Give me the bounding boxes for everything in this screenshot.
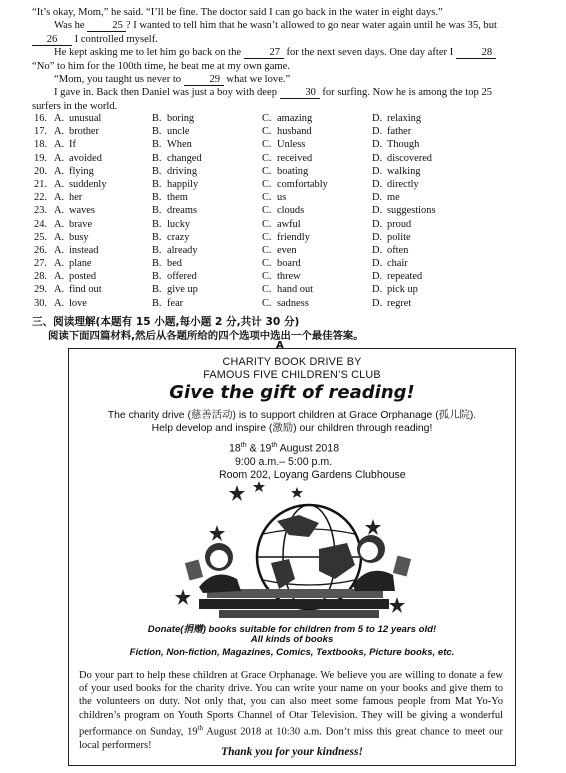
option-text: suggestions [387,205,436,217]
question-number: 28. [34,271,47,283]
question-number: 21. [34,178,47,190]
question-number: 24. [34,218,47,230]
option-letter: A. [54,244,65,256]
option-a [54,204,152,217]
body-text: August 2018 at 10:30 a.m. Don’t miss this great chance to meet our local performers! [79,726,503,751]
option-letter: C. [262,284,272,296]
option-letter: A. [54,178,65,190]
option-row [34,297,544,310]
question-number: 26. [34,244,47,256]
passage-text: ? I wanted to tell him that he wasn’t allowed to go near water again until he was 35, but [125,20,497,32]
option-letter: B. [152,113,162,124]
option-b [152,218,262,231]
option-letter: D. [372,165,383,177]
option-b [152,125,262,138]
passage-line [32,73,540,86]
option-row [34,218,544,231]
child-reader-left-icon [185,543,241,593]
option-letter: B. [152,297,162,309]
option-letter: C. [262,113,272,124]
option-c [262,165,372,178]
poster-purpose: The charity drive (慈善活动) is to support children at Grace Orphanage (孤儿院). [107,410,477,421]
option-text: brave [69,218,93,230]
option-letter: A. [54,258,65,270]
option-text: bed [167,258,183,270]
passage-text: Was he [54,20,85,32]
poster-thanks: Thank you for your kindness! [221,746,363,758]
option-letter: D. [372,139,383,151]
option-c [262,231,372,244]
cloze-passage [32,6,540,113]
option-c [262,297,372,310]
option-a [54,112,152,125]
date-text: 18 [229,442,241,455]
poster-headline: Give the gift of reading! [169,382,415,403]
blank-28: 28 [456,47,496,59]
option-a [54,152,152,165]
option-letter: D. [372,244,383,256]
option-b [152,270,262,283]
option-letter: A. [54,152,65,164]
option-c [262,244,372,257]
option-text: them [167,192,188,204]
option-text: received [277,152,313,164]
option-d [372,152,482,165]
option-d [372,138,482,151]
option-text: threw [277,271,301,283]
option-letter: B. [152,139,162,151]
option-letter: B. [152,192,162,204]
option-letter: A. [54,271,65,283]
passage-line [32,86,540,99]
option-letter: A. [54,165,65,177]
option-d [372,297,482,310]
option-text: When [167,139,192,151]
option-d [372,191,482,204]
poster-date [229,442,339,455]
question-number: 22. [34,192,47,204]
option-row [34,191,544,204]
option-letter: A. [54,297,65,309]
passage-text: what we love.” [226,74,291,86]
option-text: dreams [167,205,198,217]
option-text: busy [69,231,89,243]
passage-text: “It’s okay, Mom,” he said. “I’ll be fine. The doctor said I can go back in the water in eight days.” [32,7,443,18]
option-letter: D. [372,258,383,270]
option-b [152,231,262,244]
passage-letter: A [276,340,284,351]
question-number: 25. [34,231,47,243]
option-row [34,231,544,244]
option-letter: C. [262,139,272,151]
option-text: suddenly [69,178,107,190]
passage-text: for the next seven days. One day after I [286,47,454,59]
question-number: 20. [34,165,47,177]
option-text: her [69,192,83,204]
option-letter: D. [372,297,383,309]
option-text: clouds [277,205,305,217]
date-text: & 19 [246,442,272,455]
option-text: uncle [167,126,190,138]
passage-text: He kept asking me to let him go back on the [54,47,242,59]
option-text: Though [387,139,420,151]
option-text: happily [167,178,199,190]
option-row [34,125,544,138]
option-letter: B. [152,165,162,177]
option-d [372,244,482,257]
option-letter: D. [372,271,383,283]
option-text: sadness [277,297,309,309]
option-text: chair [387,258,408,270]
option-d [372,165,482,178]
option-letter: C. [262,244,272,256]
option-letter: C. [262,165,272,177]
option-row [34,257,544,270]
option-letter: D. [372,192,383,204]
option-d [372,218,482,231]
poster-donate: Donate(捐赠) books suitable for children from 5 to 12 years old! [147,624,437,635]
books-icon [199,589,389,618]
option-letter: A. [54,284,65,296]
question-number: 23. [34,205,47,217]
option-c [262,112,372,125]
option-b [152,178,262,191]
option-row [34,244,544,257]
question-number: 18. [34,139,47,151]
passage-line [32,6,540,19]
option-text: regret [387,297,412,309]
option-letter: D. [372,231,383,243]
option-letter: B. [152,152,162,164]
option-a [54,257,152,270]
passage-text: I gave in. Back then Daniel was just a boy with deep [54,87,277,99]
option-text: give up [167,284,198,296]
option-a [54,270,152,283]
option-b [152,297,262,310]
option-text: proud [387,218,412,230]
body-text: Do your part to help these children at Grace Orphanage. We believe you are willing to donate a few of your used books for the charity drive. You can write your name on your books and give them to the volunteers on duty. Not only that, you can also meet some famous people from Mat Yo-Yo children’s program on Youth Sports Channel of Otar Television. They will be giving a wonderful performance on Sunday, 19 [79,670,503,738]
option-text: awful [277,218,301,230]
option-text: lucky [167,218,191,230]
option-text: relaxing [387,113,422,124]
option-d [372,204,482,217]
option-row [34,178,544,191]
option-letter: B. [152,126,162,138]
option-row [34,112,544,125]
option-letter: B. [152,271,162,283]
option-letter: C. [262,271,272,283]
option-row [34,152,544,165]
passage-line [32,46,540,59]
option-a [54,244,152,257]
option-text: husband [277,126,312,138]
option-text: avoided [69,152,102,164]
option-letter: B. [152,258,162,270]
option-letter: D. [372,152,383,164]
option-text: polite [387,231,411,243]
poster-kinds: All kinds of books [250,634,334,645]
option-letter: A. [54,218,65,230]
blank-29: 29 [184,74,224,86]
option-text: changed [167,152,202,164]
passage-line [32,19,540,32]
option-text: hand out [277,284,314,296]
option-letter: D. [372,113,383,124]
option-letter: B. [152,284,162,296]
passage-text: for surfing. Now he is among the top 25 [322,87,493,99]
option-a [54,165,152,178]
option-a [54,125,152,138]
option-d [372,231,482,244]
children-globe-illustration [159,479,429,629]
option-text: already [167,244,198,256]
option-b [152,244,262,257]
option-c [262,270,372,283]
passage-text: “Mom, you taught us never to [54,74,182,86]
question-number: 17. [34,126,47,138]
charity-poster [68,348,516,766]
option-text: fear [167,297,184,309]
option-text: father [387,126,412,138]
option-letter: C. [262,126,272,138]
date-suffix: th [240,442,247,449]
option-letter: C. [262,178,272,190]
option-text: crazy [167,231,190,243]
option-row [34,165,544,178]
option-d [372,178,482,191]
option-letter: C. [262,192,272,204]
passage-line [32,33,540,46]
option-letter: C. [262,297,272,309]
option-c [262,178,372,191]
option-c [262,125,372,138]
date-suffix: th [271,442,278,449]
option-letter: B. [152,218,162,230]
option-text: posted [69,271,97,283]
passage-text: “No” to him for the 100th time, he beat me at my own game. [32,60,291,72]
option-letter: C. [262,258,272,270]
option-letter: B. [152,178,162,190]
date-suffix: th [197,723,204,732]
option-text: Unless [277,139,306,151]
option-c [262,204,372,217]
option-letter: D. [372,284,383,296]
option-letter: A. [54,205,65,217]
option-text: If [69,139,76,151]
blank-30: 30 [280,87,320,99]
option-text: unusual [69,113,102,124]
option-row [34,204,544,217]
poster-org-line: CHARITY BOOK DRIVE BY [222,356,362,368]
poster-place: Room 202, Loyang Gardens Clubhouse [219,469,406,481]
option-b [152,283,262,296]
option-d [372,270,482,283]
option-d [372,125,482,138]
option-text: board [277,258,301,270]
date-text: August 2018 [277,442,340,455]
option-row [34,283,544,296]
option-a [54,283,152,296]
option-letter: D. [372,126,383,138]
option-a [54,178,152,191]
option-text: driving [167,165,198,177]
option-text: plane [69,258,92,270]
option-text: flying [69,165,94,177]
option-b [152,204,262,217]
option-text: love [69,297,87,309]
option-text: friendly [277,231,310,243]
option-letter: C. [262,205,272,217]
option-row [34,270,544,283]
option-text: boating [277,165,309,177]
option-letter: A. [54,113,65,124]
option-d [372,257,482,270]
section-title: 三、阅读理解(本题有 15 小题,每小题 2 分,共计 30 分) [32,316,300,328]
option-b [152,165,262,178]
question-number: 30. [34,297,47,309]
option-letter: C. [262,218,272,230]
option-letter: A. [54,192,65,204]
option-letter: A. [54,231,65,243]
passage-text: surfers in the world. [32,100,118,112]
option-letter: D. [372,218,383,230]
option-d [372,283,482,296]
option-a [54,297,152,310]
option-c [262,152,372,165]
option-letter: A. [54,126,65,138]
poster-body [79,669,503,752]
option-c [262,283,372,296]
option-text: offered [167,271,197,283]
option-text: discovered [387,152,433,164]
option-row [34,138,544,151]
option-c [262,257,372,270]
poster-book-types: Fiction, Non-fiction, Magazines, Comics, Textbooks, Picture books, etc. [129,647,455,658]
option-text: even [277,244,297,256]
option-b [152,257,262,270]
option-c [262,191,372,204]
option-text: comfortably [277,178,328,190]
option-text: find out [69,284,102,296]
option-text: us [277,192,287,204]
option-b [152,152,262,165]
option-letter: B. [152,231,162,243]
option-c [262,138,372,151]
blank-25: 25 [87,20,126,32]
option-b [152,138,262,151]
question-number: 19. [34,152,47,164]
section-instruction: 阅读下面四篇材料,然后从各题所给的四个选项中选出一个最佳答案。 [48,330,364,342]
passage-line [32,60,540,73]
option-a [54,191,152,204]
option-text: waves [69,205,95,217]
blank-26: 26 [32,34,72,46]
question-number: 29. [34,284,47,296]
option-letter: D. [372,178,383,190]
option-b [152,112,262,125]
option-text: brother [69,126,100,138]
option-text: instead [69,244,99,256]
option-text: walking [387,165,421,177]
poster-org-line: FAMOUS FIVE CHILDREN’S CLUB [203,369,381,381]
option-a [54,138,152,151]
option-text: pick up [387,284,418,296]
option-letter: A. [54,139,65,151]
option-a [54,231,152,244]
option-text: repeated [387,271,423,283]
question-number: 16. [34,113,47,124]
option-text: amazing [277,113,313,124]
option-a [54,218,152,231]
blank-27: 27 [244,47,284,59]
option-d [372,112,482,125]
poster-time: 9:00 a.m.– 5:00 p.m. [235,456,333,468]
option-letter: B. [152,205,162,217]
question-number: 27. [34,258,47,270]
option-text: often [387,244,409,256]
option-text: directly [387,178,419,190]
option-letter: D. [372,205,383,217]
poster-purpose: Help develop and inspire (激励) our children through reading! [151,423,433,434]
option-letter: C. [262,152,272,164]
option-letter: B. [152,244,162,256]
option-text: me [387,192,400,204]
answer-options [34,112,544,310]
option-b [152,191,262,204]
passage-text: I controlled myself. [74,33,158,45]
option-c [262,218,372,231]
option-text: boring [167,113,195,124]
option-letter: C. [262,231,272,243]
